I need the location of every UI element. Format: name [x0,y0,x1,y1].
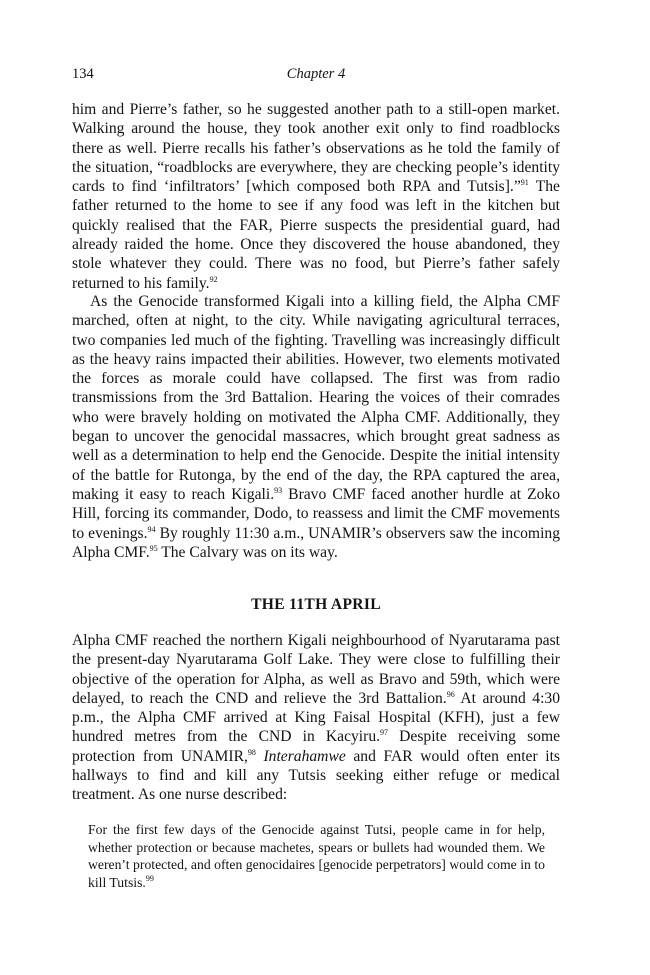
text-run: At around 4:30 p.m., the Alpha CMF arrived at King Faisal Hospital (KFH), just a few hundred metres from the CND in Kacyiru. [72,689,560,746]
footnote-ref: 99 [145,873,154,883]
paragraph-2 [72,292,560,562]
block-quote [88,821,545,891]
footnote-ref: 92 [209,274,218,284]
italic-term: Interahamwe [263,747,346,765]
text-run: By roughly 11:30 a.m., UNAMIR’s observers saw the incoming Alpha CMF. [72,524,560,561]
footnote-ref: 98 [247,747,256,757]
footnote-ref: 93 [274,485,283,495]
text-run: Alpha CMF reached the northern Kigali neighbourhood of Nyarutarama past the present-day Nyarutarama Golf Lake. They were close to fulfilling their objective of the operation for Alpha, as well as Bravo and 59th, which were delayed, to reach the CND and relieve the 3rd Battalion. [72,632,560,707]
text-run: The Calvary was on its way. [157,543,338,561]
paragraph-1 [72,100,560,293]
footnote-ref: 91 [520,178,529,188]
footnote-ref: 97 [380,728,389,738]
running-head [72,66,560,88]
block-quote-text [88,821,545,891]
paragraph-2-text [72,292,560,562]
section-heading: THE 11TH APRIL [251,596,381,613]
text-run: As the Genocide transformed Kigali into a killing field, the Alpha CMF marched, often at night, to the city. While navigating agricultural terraces, two companies led much of the fighting. Travelling was increasingly difficult as the heavy rains impacted their abilities. However, two elements motivated the forces as morale could have collapsed. The first was from radio transmissions from the 3rd Battalion. Hearing the voices of their comrades who were bravely holding on motivated the Alpha CMF. Additionally, they began to uncover the genocidal massacres, which brought great sadness as well as a determination to help end the Genocide. Despite the initial intensity of the battle for Rutonga, by the end of the day, the RPA captured the area, making it easy to reach Kigali. [72,293,560,503]
footnote-ref: 94 [147,524,156,534]
page-number: 134 [72,66,94,82]
text-run: Bravo CMF faced another hurdle at Zoko Hill, forcing its commander, Dodo, to reassess and limit the CMF movements to evenings. [72,485,560,542]
text-run: For the first few days of the Genocide against Tutsi, people came in for help, whether protection or because machetes, spears or bullets had wounded them. We weren’t protected, and often genocidaires [genocide perpetrators] would come in to kill Tutsis. [88,822,545,890]
chapter-label: Chapter 4 [286,66,346,82]
paragraph-3-text [72,631,560,805]
text-run: him and Pierre’s father, so he suggested another path to a still-open market. Walking around the house, they took another exit only to find roadblocks there as well. Pierre recalls his father’s observations as he told the family of the situation, “roadblocks are everywhere, they are checking people’s identity cards to find ‘infiltrators’ [which composed both RPA and Tutsis].” [72,101,560,196]
text-run: Despite receiving some protection from UNAMIR, [72,728,561,765]
text-run: The father returned to the home to see if any food was left in the kitchen but quickly realised that the FAR, Pierre suspects the presidential guard, had already raided the home. Once they discovered the house abandoned, they stole whatever they could. There was no food, but Pierre’s father safely returned to his family. [72,178,560,292]
text-run: and FAR would often enter its hallways to find and kill any Tutsis seeking either refuge or medical treatment. As one nurse described: [72,747,560,804]
paragraph-1-text [72,100,560,293]
footnote-ref: 95 [149,543,158,553]
paragraph-3 [72,631,560,805]
footnote-ref: 96 [446,689,455,699]
